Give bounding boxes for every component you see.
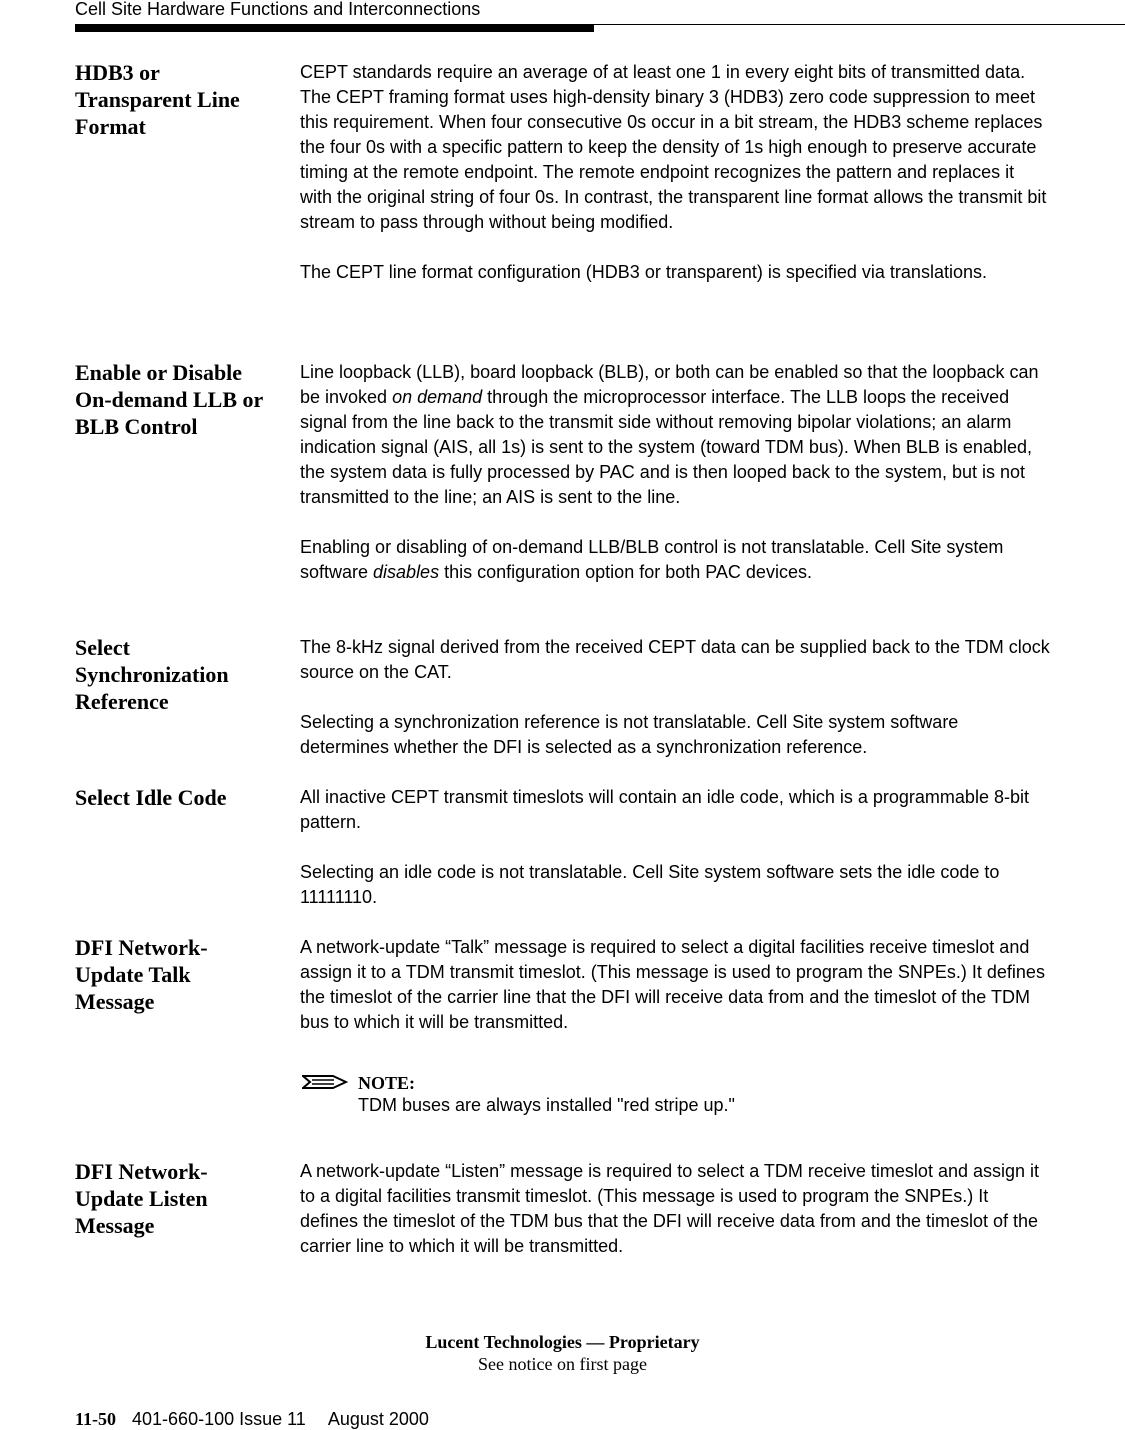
section-title: Select Idle Code — [75, 785, 227, 810]
paragraph: The CEPT line format configuration (HDB3 or transparent) is specified via translations. — [300, 262, 987, 282]
section-body — [300, 935, 1050, 1035]
section-body — [300, 635, 1050, 760]
section-title: Enable or Disable On-demand LLB or BLB Control — [75, 360, 263, 439]
paragraph: Selecting an idle code is not translatable. Cell Site system software sets the idle code to 11111110. — [300, 862, 1000, 907]
running-header: Cell Site Hardware Functions and Interconnections — [75, 0, 481, 19]
note-label: NOTE: — [358, 1073, 416, 1093]
page-number: 11-50 — [75, 1409, 117, 1429]
section-body — [300, 785, 1050, 910]
section-title: Select Synchronization Reference — [75, 635, 229, 714]
issue-date: August 2000 — [327, 1409, 429, 1429]
section-title: DFI Network-Update Listen Message — [75, 1159, 208, 1238]
paragraph: All inactive CEPT transmit timeslots will contain an idle code, which is a programmable 8-bit pattern. — [300, 787, 1029, 832]
paragraph: A network-update “Listen” message is required to select a TDM receive timeslot and assign it to a digital facilities transmit timeslot. (This message is used to program the SNPEs.) It defines the timeslot of the TDM bus that the DFI will receive data from and the timeslot of the carrier line to which it will be transmitted. — [300, 1161, 1040, 1256]
emphasis-text: on demand — [392, 387, 483, 407]
document-id: 401-660-100 Issue 11 — [132, 1409, 306, 1429]
section-body — [300, 1159, 1050, 1259]
note-text: TDM buses are always installed "red stripe up." — [358, 1095, 735, 1115]
header-rule-thick — [75, 25, 594, 32]
section-body — [300, 360, 1050, 585]
paragraph: A network-update “Talk” message is required to select a digital facilities receive timeslot and assign it to a TDM transmit timeslot. (This message is used to program the SNPEs.) It defines the timeslot of the carrier line that the DFI will receive data from and the timeslot of the TDM bus to which it will be transmitted. — [300, 937, 1045, 1032]
paragraph: CEPT standards require an average of at least one 1 in every eight bits of transmitted data. The CEPT framing format uses high-density binary 3 (HDB3) zero code suppression to meet this requirement. When four consecutive 0s occur in a bit stream, the HDB3 scheme replaces the four 0s with a specific pattern to keep the density of 1s high enough to preserve accurate timing at the remote endpoint. The remote endpoint recognizes the pattern and replaces it with the original string of four 0s. In contrast, the transparent line format allows the transmit bit stream to pass through without being modified. — [300, 62, 1047, 232]
section-title: DFI Network-Update Talk Message — [75, 935, 208, 1014]
paragraph: The 8-kHz signal derived from the received CEPT data can be supplied back to the TDM clock source on the CAT. — [300, 637, 1050, 682]
footer-proprietary: Lucent Technologies — Proprietary — [425, 1332, 700, 1352]
paragraph: Selecting a synchronization reference is not translatable. Cell Site system software determines whether the DFI is selected as a synchronization reference. — [300, 712, 959, 757]
emphasis-text: disables — [373, 562, 440, 582]
page-footer — [75, 1408, 429, 1430]
paragraph: Enabling or disabling of on-demand LLB/BLB control is not translatable. Cell Site system software disables this configuration option for both PAC devices. — [300, 537, 1004, 582]
section-title: HDB3 or Transparent Line Format — [75, 60, 240, 139]
note-arrow-icon — [302, 1075, 348, 1094]
footer-notice: See notice on first page — [478, 1354, 647, 1374]
section-body — [300, 60, 1050, 285]
paragraph: Line loopback (LLB), board loopback (BLB), or both can be enabled so that the loopback can be invoked on demand through the microprocessor interface. The LLB loops the received signal from the line back to the transmit side without removing bipolar violations; an alarm indication signal (AIS, all 1s) is sent to the system (toward TDM bus). When BLB is enabled, the system data is fully processed by PAC and is then looped back to the system, but is not transmitted to the line; an AIS is sent to the line. — [300, 362, 1039, 507]
